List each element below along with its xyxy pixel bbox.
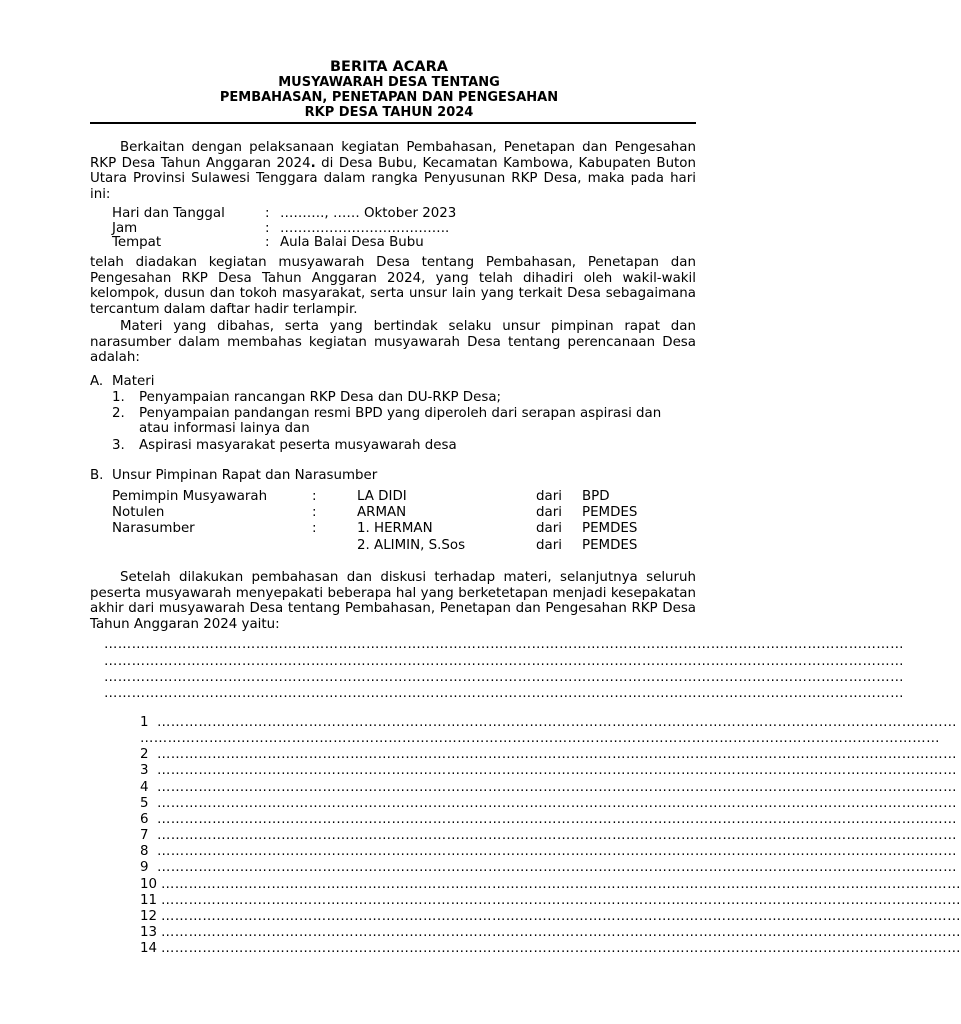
section-a-item-1-number: 1. [112,390,125,405]
numbered-item-dotted-line: ………………………………………………………………………………………………………………………………………………………… [161,892,961,908]
notulen-name: ARMAN [357,505,407,520]
material-paragraph: Materi yang dibahas, serta yang bertindak selaku unsur pimpinan rapat dan narasumber dalam membahas kegiatan musyawarah Desa tentang perencanaan Desa adalah: [90,319,696,366]
section-a-item-2-number: 2. [112,406,125,421]
numbered-item-dotted-line: ………………………………………………………………………………………………………………………………………………………… [161,941,961,957]
numbered-item-dotted-line: ………………………………………………………………………………………………………………………………………………………… [161,908,961,924]
section-a-marker: A. [90,374,104,389]
narasumber-2-name: 2. ALIMIN, S.Sos [357,538,466,553]
numbered-item-dotted-line: ………………………………………………………………………………………………………………………………………………………… [157,828,957,844]
narasumber-role: Narasumber [112,521,195,536]
narasumber-1-dari: dari [536,521,562,536]
notulen-org: PEMDES [582,505,638,520]
section-a-item-1-text: Penyampaian rancangan RKP Desa dan DU-RKP Desa; [139,390,502,405]
numbered-item-number: 8 [140,844,149,860]
leader-dari: dari [536,489,562,504]
held-paragraph: telah diadakan kegiatan musyawarah Desa tentang Pembahasan, Penetapan dan Pengesahan RKP Desa Tahun Anggaran 2024, yang telah dihadiri oleh wakil-wakil kelompok, dusun dan tokoh masyarakat, serta unsur lain yang terkait Desa sebagaimana tercantum dalam daftar hadir terlampir. [90,255,696,317]
numbered-item-number: 11 [140,892,158,908]
numbered-item-dotted-line: ………………………………………………………………………………………………………………………………………………………… [140,731,940,747]
numbered-item-dotted-line: ………………………………………………………………………………………………………………………………………………………… [157,844,957,860]
intro-bold-dot: . [310,155,316,171]
section-a-heading: Materi [112,374,155,389]
section-a-item-2-text-cont: atau informasi lainya dan [139,421,310,436]
schedule-sep-date: : [265,206,270,221]
title-line-3: PEMBAHASAN, PENETAPAN DAN PENGESAHAN [219,90,559,105]
numbered-item-number: 1 [140,715,149,730]
schedule-label-date: Hari dan Tanggal [112,206,225,221]
numbered-item-dotted-line: ………………………………………………………………………………………………………………………………………………………… [161,924,961,940]
section-a-item-3-text: Aspirasi masyarakat peserta musyawarah desa [139,438,457,453]
numbered-item-dotted-line: ………………………………………………………………………………………………………………………………………………………… [157,860,957,876]
numbered-item-number: 4 [140,779,149,795]
section-b-marker: B. [90,468,104,483]
blank-dotted-line-3: ………………………………………………………………………………………………………………………………………………………… [104,670,904,685]
schedule-value-date: ………., …… Oktober 2023 [280,206,457,221]
leader-org: BPD [582,489,610,504]
leader-sep: : [312,489,317,504]
numbered-item-dotted-line: ………………………………………………………………………………………………………………………………………………………… [157,779,957,795]
notulen-role: Notulen [112,505,165,520]
narasumber-sep: : [312,521,317,536]
closing-paragraph: Setelah dilakukan pembahasan dan diskusi terhadap materi, selanjutnya seluruh peserta musyawarah menyepakati beberapa hal yang berketetapan menjadi kesepakatan akhir dari musyawarah Desa tentang Pembahasan, Penetapan dan Pengesahan RKP Desa Tahun Anggaran 2024 yaitu: [90,570,696,632]
notulen-sep: : [312,505,317,520]
intro-text-start: Berkaitan dengan pelaksanaan kegiatan Pembahasan, Penetapan dan Pengesahan RKP Desa Tahun Anggaran 2024 [90,140,696,171]
notulen-dari: dari [536,505,562,520]
schedule-value-place: Aula Balai Desa Bubu [280,235,424,250]
blank-dotted-line-1: ………………………………………………………………………………………………………………………………………………………… [104,637,904,652]
numbered-item-dotted-line: ………………………………………………………………………………………………………………………………………………………… [157,747,957,763]
numbered-item-dotted-line: ………………………………………………………………………………………………………………………………………………………… [157,763,957,779]
numbered-item-number: 14 [140,941,158,957]
document-title-block [90,60,688,120]
schedule-sep-time: : [265,221,270,236]
schedule-sep-place: : [265,235,270,250]
numbered-item-dotted-line: ………………………………………………………………………………………………………………………………………………………… [157,795,957,811]
numbered-item-number: 3 [140,763,149,779]
section-b-heading: Unsur Pimpinan Rapat dan Narasumber [112,468,378,483]
blank-dotted-line-4: ………………………………………………………………………………………………………………………………………………………… [104,686,904,701]
numbered-item-number: 5 [140,795,149,811]
numbered-item-number: 10 [140,876,158,892]
title-line-2: MUSYAWARAH DESA TENTANG [278,75,500,90]
narasumber-2-dari: dari [536,538,562,553]
numbered-item-number: 9 [140,860,149,876]
numbered-item-number: 12 [140,908,158,924]
narasumber-2-org: PEMDES [582,538,638,553]
section-a-item-2-text: Penyampaian pandangan resmi BPD yang diperoleh dari serapan aspirasi dan [139,406,662,421]
title-divider [90,122,696,124]
leader-role: Pemimpin Musyawarah [112,489,268,504]
schedule-label-place: Tempat [112,235,162,250]
title-line-4: RKP DESA TAHUN 2024 [304,105,474,120]
numbered-item-number: 6 [140,811,149,827]
blank-dotted-line-2: ………………………………………………………………………………………………………………………………………………………… [104,654,904,669]
numbered-item-number: 13 [140,924,158,940]
schedule-label-time: Jam [112,221,138,236]
title-line-1: BERITA ACARA [329,59,449,75]
narasumber-1-org: PEMDES [582,521,638,536]
numbered-item-dotted-line: ………………………………………………………………………………………………………………………………………………………… [157,811,957,827]
intro-text-end: di Desa Bubu, Kecamatan Kambowa, Kabupaten Buton Utara Provinsi Sulawesi Tenggara dalam rangka Penyusunan RKP Desa, maka pada hari ini: [90,155,696,202]
narasumber-1-name: 1. HERMAN [357,521,433,536]
numbered-item-dotted-line: ………………………………………………………………………………………………………………………………………………………… [157,715,957,730]
numbered-item-number: 2 [140,747,149,763]
section-a-item-3-number: 3. [112,438,125,453]
intro-paragraph [90,140,696,202]
leader-name: LA DIDI [357,489,407,504]
schedule-value-time: ……………………………….. [280,221,450,236]
numbered-item-dotted-line: ………………………………………………………………………………………………………………………………………………………… [161,876,961,892]
numbered-item-number: 7 [140,828,149,844]
